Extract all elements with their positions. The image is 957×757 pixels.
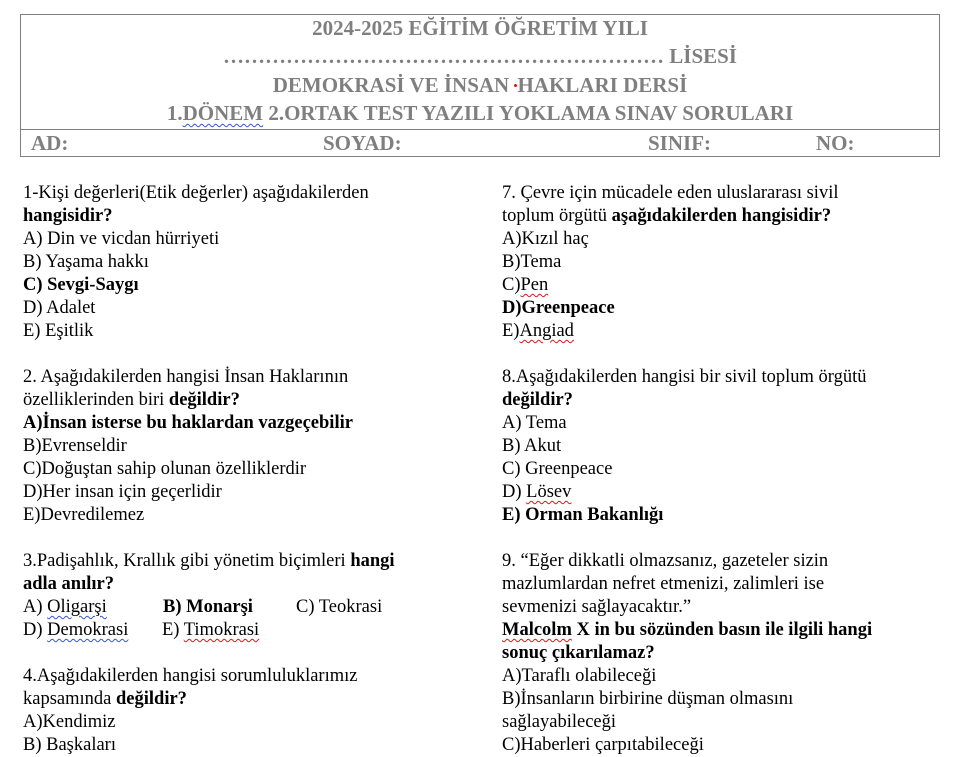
- option-a: A) Tema: [502, 413, 567, 433]
- question-1: 1-Kişi değerleri(Etik değerler) aşağıdakilerden hangisidir? A) Din ve vicdan hürriyeti B) Yaşama hakkı C) Sevgi-Saygı D) Adalet E) Eşitlik: [23, 182, 473, 343]
- option-b: B)Tema: [502, 252, 562, 272]
- option-c-answer: C) Sevgi-Saygı: [23, 275, 139, 295]
- sinif-label: SINIF:: [648, 131, 712, 155]
- option-c: C)Haberleri çarpıtabileceği: [502, 735, 704, 755]
- option-e: E) Eşitlik: [23, 321, 94, 341]
- option-e: E) Timokrasi: [162, 620, 260, 640]
- option-e: E)Devredilemez: [23, 505, 145, 525]
- question-2: 2. Aşağıdakilerden hangisi İnsan Haklarının özelliklerinden biri değildir? A)İnsan isterse bu haklardan vazgeçebilir B)Evrenseldir C)Doğuştan sahip olunan özelliklerdir D)Her insan için geçerlidir E)Devredilemez: [23, 366, 473, 527]
- question-8: 8.Aşağıdakilerden hangisi bir sivil toplum örgütü değildir? A) Tema B) Akut C) Greenpeace D) Lösev E) Orman Bakanlığı: [502, 366, 942, 527]
- option-d-answer: D)Greenpeace: [502, 298, 615, 318]
- option-a: A)Taraflı olabileceği: [502, 666, 657, 686]
- option-b: B) Akut: [502, 436, 562, 456]
- option-e: E)Angiad: [502, 321, 574, 341]
- question-3: 3.Padişahlık, Krallık gibi yönetim biçimleri hangi adla anılır? A) Oligarşi B) Monarşi C) Teokrasi D) Demokrasi E) Timokrasi: [23, 551, 395, 640]
- option-d: D) Lösev: [502, 482, 572, 502]
- option-c: C)Doğuştan sahip olunan özelliklerdir: [23, 459, 307, 479]
- option-c: C) Teokrasi: [296, 597, 383, 617]
- option-d: D)Her insan için geçerlidir: [23, 482, 222, 502]
- school-year-title: 2024-2025 EĞİTİM ÖĞRETİM YILI: [312, 16, 648, 40]
- right-column: [502, 182, 942, 757]
- soyad-label: SOYAD:: [323, 131, 402, 155]
- question-7: 7. Çevre için mücadele eden uluslararası sivil toplum örgütü aşağıdakilerden hangisidir? A)Kızıl haç B)Tema C)Pen D)Greenpeace E)Angiad: [502, 182, 942, 343]
- no-label: NO:: [816, 131, 855, 155]
- course-title: DEMOKRASİ VE İNSAN HAKLARI DERSİ: [272, 73, 688, 97]
- option-b: B)İnsanların birbirine düşman olmasını: [502, 689, 794, 709]
- option-e-answer: E) Orman Bakanlığı: [502, 505, 664, 525]
- option-b: B) Yaşama hakkı: [23, 252, 149, 272]
- option-d: D) Demokrasi: [23, 620, 129, 640]
- option-a: A) Oligarşi: [23, 597, 107, 617]
- left-column: [23, 182, 473, 757]
- question-9: 9. “Eğer dikkatli olmazsanız, gazeteler sizin mazlumlardan nefret etmenizi, zalimleri ise sevmenizi sağlayacaktır.” Malcolm X in bu sözünden basın ile ilgili hangi sonuç çıkarılamaz? A)Taraflı olabileceği B)İnsanların birbirine düşman olmasını sağlayabileceği C)Haberleri çarpıtabileceği: [502, 550, 942, 757]
- option-a: A)Kendimiz: [23, 712, 116, 732]
- option-b-answer: B) Monarşi: [163, 597, 253, 617]
- option-b: B) Başkaları: [23, 735, 116, 755]
- option-b: B)Evrenseldir: [23, 436, 127, 456]
- option-a: A)Kızıl haç: [502, 229, 589, 249]
- option-a-answer: A)İnsan isterse bu haklardan vazgeçebilir: [23, 413, 353, 433]
- option-d: D) Adalet: [23, 298, 96, 318]
- ad-label: AD:: [31, 131, 69, 155]
- question-4: 4.Aşağıdakilerden hangisi sorumluluklarımız kapsamında değildir? A)Kendimiz B) Başkaları: [23, 665, 473, 757]
- option-c: C) Greenpeace: [502, 459, 613, 479]
- school-name-line: ……………………………………………………… LİSESİ: [223, 44, 737, 68]
- exam-header: [20, 14, 940, 157]
- option-c: C)Pen: [502, 275, 549, 295]
- student-info-row: [21, 129, 939, 157]
- option-a: A) Din ve vicdan hürriyeti: [23, 229, 220, 249]
- exam-title: 1.DÖNEM 2.ORTAK TEST YAZILI YOKLAMA SINAV SORULARI: [166, 101, 794, 125]
